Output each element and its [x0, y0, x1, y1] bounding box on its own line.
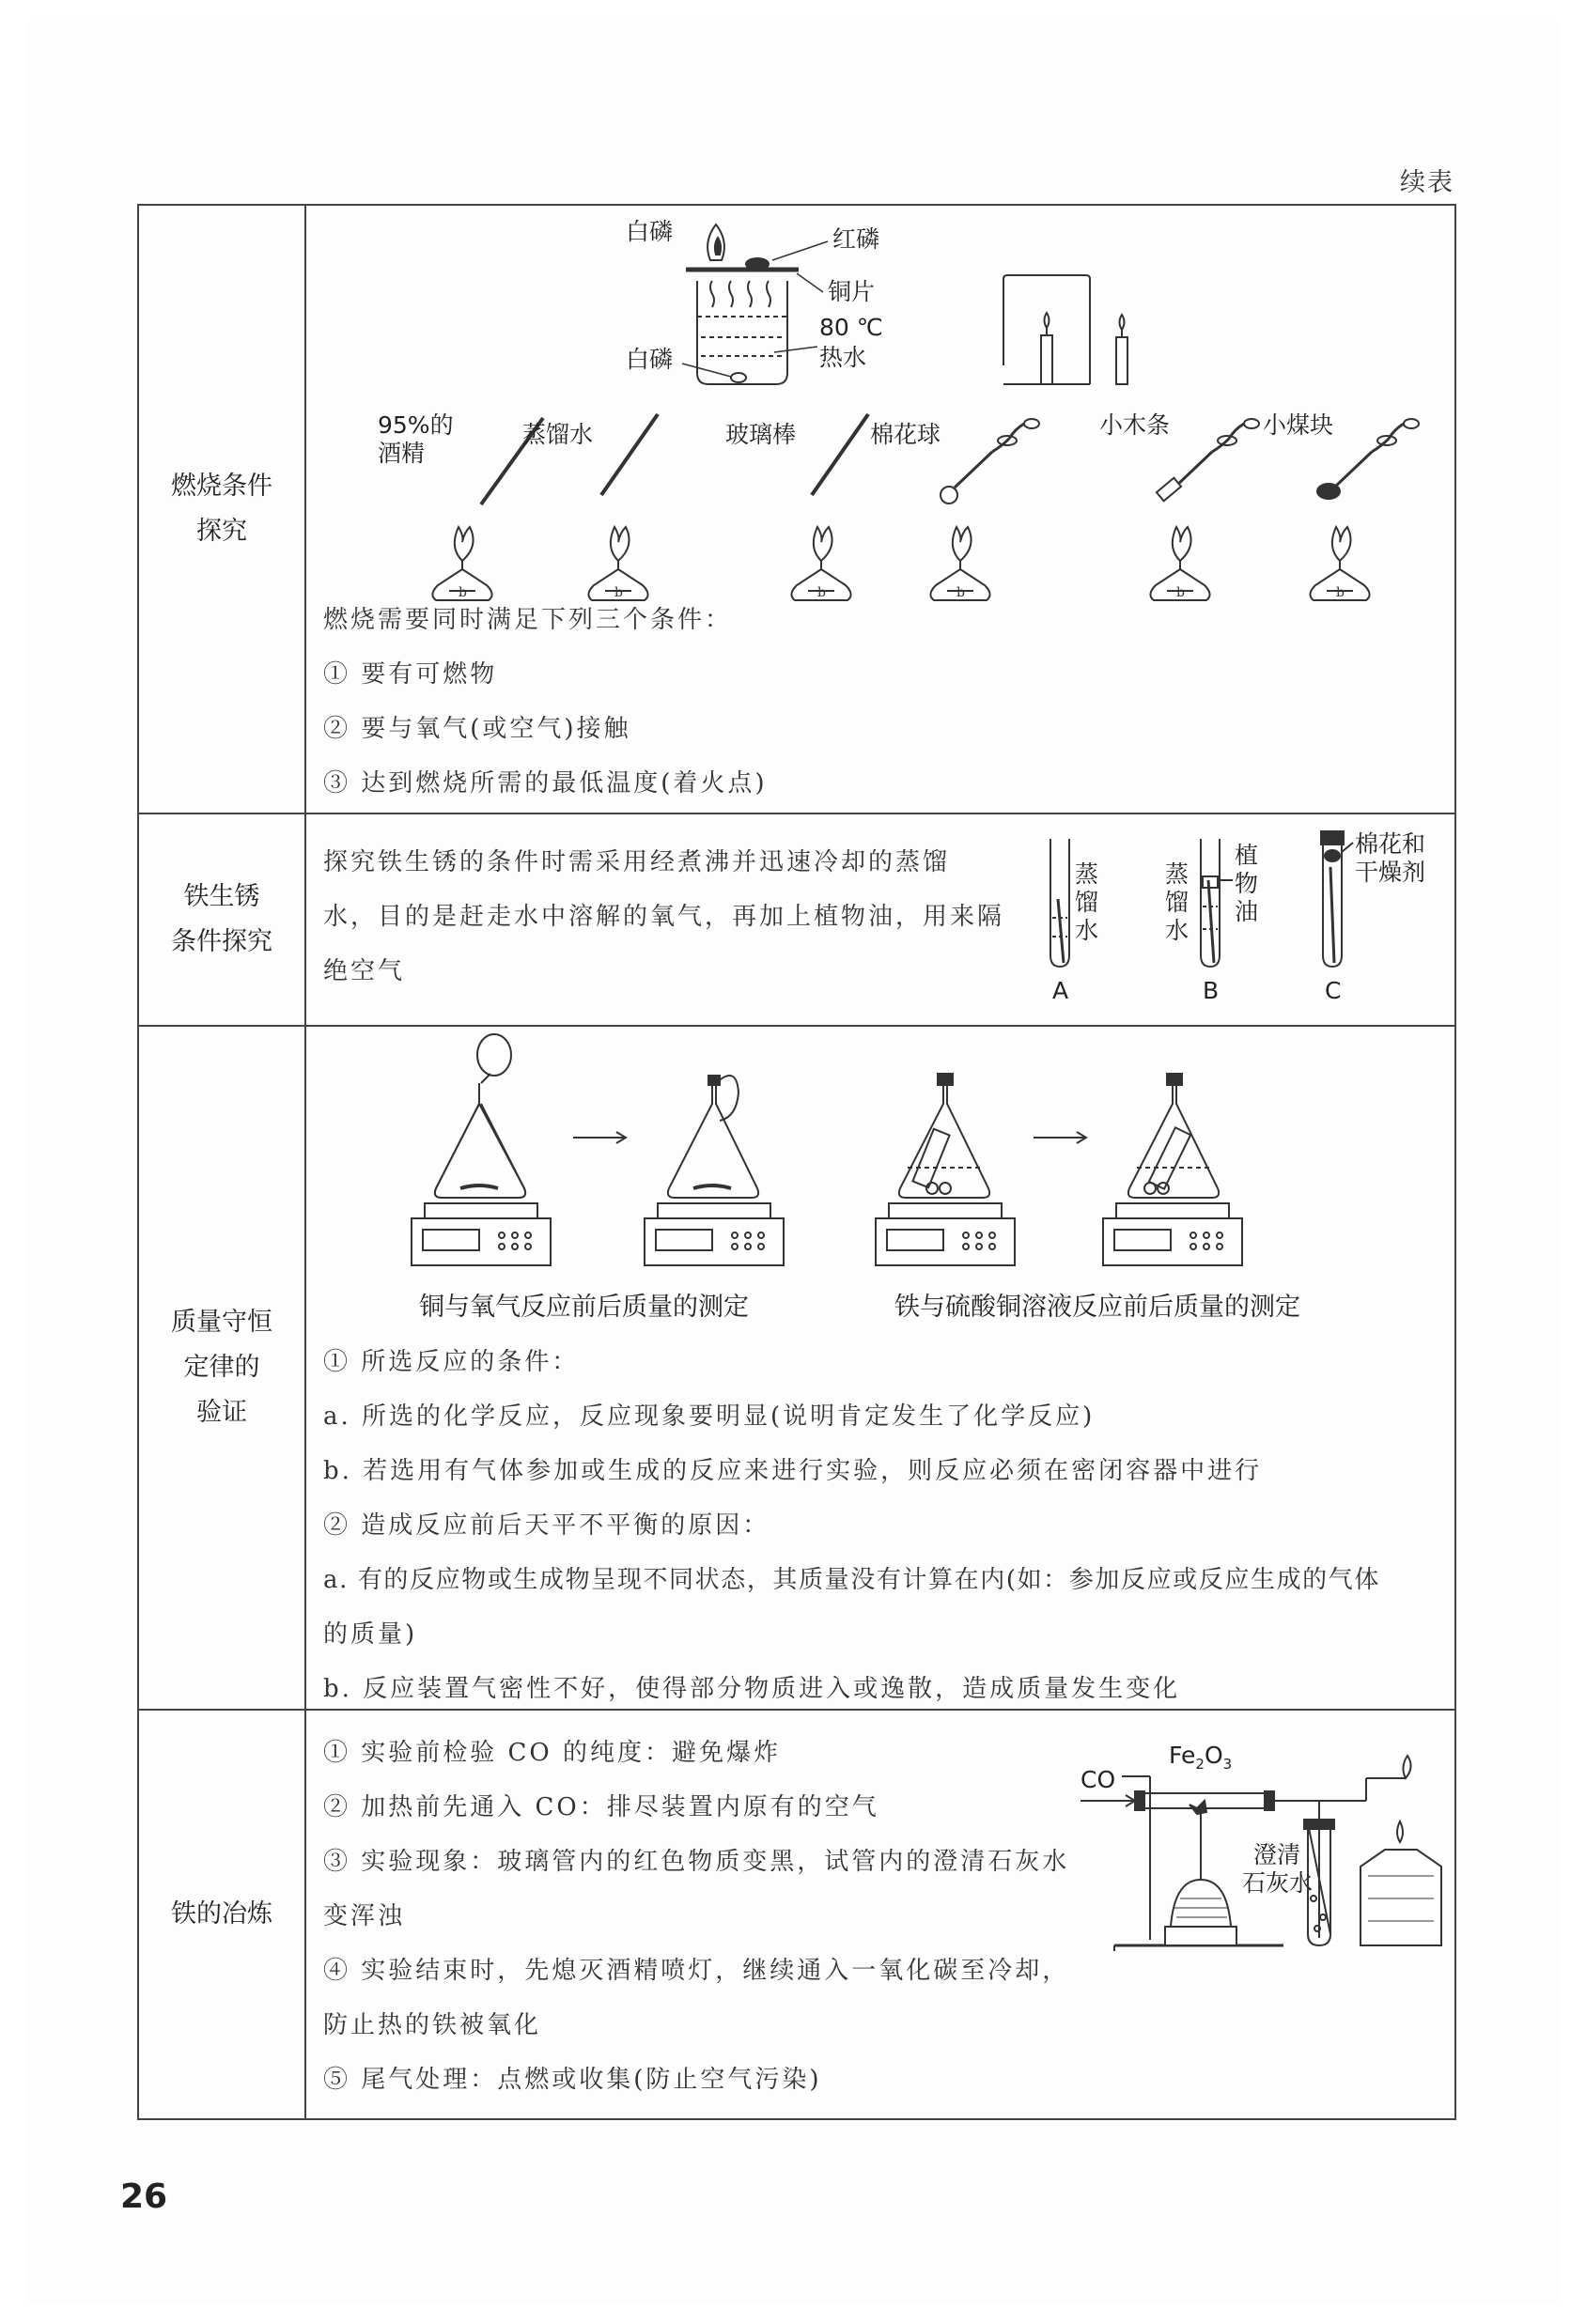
- lamp-3: [791, 414, 868, 600]
- rust-text-2: 水，目的是赶走水中溶解的氧气，再加上植物油，用来隔: [323, 903, 1005, 931]
- experiment-table: [137, 204, 1456, 2120]
- combustion-text-3: ② 要与氧气(或空气)接触: [323, 715, 631, 743]
- iron-text-5: ④ 实验结束时，先熄灭酒精喷灯，继续通入一氧化碳至冷却，: [323, 1957, 1070, 1985]
- tube-b-oil-3: 油: [1235, 898, 1259, 925]
- row-content-mass: [306, 1027, 1454, 1709]
- label-cotton-ball: 棉花球: [870, 421, 941, 448]
- svg-text:b: b: [1176, 585, 1185, 600]
- page-number: 26: [120, 2177, 168, 2216]
- mass-text-6: 的质量): [323, 1620, 418, 1649]
- tube-a-label-3: 水: [1075, 917, 1099, 944]
- svg-text:b: b: [1336, 585, 1345, 600]
- label-alcohol: 酒精: [378, 440, 426, 467]
- tube-c-label-2: 干燥剂: [1355, 859, 1426, 886]
- label-limewater-1: 澄清: [1253, 1841, 1301, 1868]
- label-limewater-2: 石灰水: [1242, 1869, 1314, 1897]
- tube-a: [1050, 839, 1069, 967]
- caption-iron-copper-sulfate: 铁与硫酸铜溶液反应前后质量的测定: [894, 1293, 1300, 1322]
- tube-letter-a: A: [1052, 977, 1069, 1004]
- svg-text:b: b: [459, 585, 467, 600]
- row-content-combustion: [306, 206, 1454, 813]
- label-red-phosphorus: 红磷: [832, 225, 880, 253]
- mass-balance-diagrams: [306, 1027, 1454, 1309]
- tube-b-water-3: 水: [1165, 917, 1190, 944]
- label-80c: 80 ℃: [819, 314, 883, 341]
- row-label-combustion: 燃烧条件 探究: [139, 206, 306, 813]
- row-combustion: [139, 206, 1454, 813]
- row-label-mass: 质量守恒 定律的 验证: [139, 1027, 306, 1709]
- iron-text-3: ③ 实验现象：玻璃管内的红色物质变黑，试管内的澄清石灰水: [323, 1848, 1070, 1876]
- row-iron-smelting: [139, 1709, 1454, 2118]
- jar-candle-apparatus: [1003, 275, 1127, 384]
- label-glass-rod: 玻璃棒: [725, 421, 797, 448]
- combustion-text-2: ① 要有可燃物: [323, 660, 498, 689]
- combustion-text-1: 燃烧需要同时满足下列三个条件：: [323, 606, 733, 634]
- iron-text-4: 变浑浊: [323, 1902, 406, 1930]
- label-coal-piece: 小煤块: [1263, 411, 1334, 439]
- iron-text-6: 防止热的铁被氧化: [323, 2011, 542, 2039]
- caption-copper-oxygen: 铜与氧气反应前后质量的测定: [419, 1293, 749, 1322]
- iron-text-2: ② 加热前先通入 CO：排尽装置内原有的空气: [323, 1793, 879, 1821]
- continued-table-label: 续表: [1400, 168, 1454, 197]
- row-content-iron: [306, 1711, 1454, 2118]
- tube-c-label-1: 棉花和: [1355, 830, 1426, 858]
- label-distilled-water: 蒸馏水: [522, 421, 594, 448]
- mass-text-1: ① 所选反应的条件：: [323, 1348, 580, 1376]
- lamp-6: [1310, 419, 1419, 600]
- tube-b-water-1: 蒸: [1165, 860, 1190, 888]
- row-content-rust: [306, 814, 1454, 1025]
- mass-text-5: a. 有的反应物或生成物呈现不同状态，其质量没有计算在内(如：参加反应或反应生成的气体: [323, 1566, 1380, 1594]
- rust-text-1: 探究铁生锈的条件时需采用经煮沸并迅速冷却的蒸馏: [323, 848, 951, 876]
- lamp-2: [588, 414, 658, 600]
- mass-text-4: ② 造成反应前后天平不平衡的原因：: [323, 1511, 770, 1540]
- iron-text-1: ① 实验前检验 CO 的纯度：避免爆炸: [323, 1739, 782, 1767]
- svg-text:b: b: [817, 585, 826, 600]
- row-rust: [139, 813, 1454, 1025]
- label-wood-splint: 小木条: [1099, 411, 1171, 439]
- label-fe2o3: $Fe_2O_3$: [1169, 1742, 1233, 1773]
- iron-smelting-apparatus: [306, 1711, 1454, 2118]
- tube-letter-b: B: [1203, 977, 1220, 1004]
- mass-text-3: b. 若选用有气体参加或生成的反应来进行实验，则反应必须在密闭容器中进行: [323, 1457, 1263, 1485]
- row-mass-conservation: [139, 1025, 1454, 1709]
- tube-b-oil-1: 植: [1235, 842, 1259, 869]
- label-95-percent: 95%的: [378, 411, 454, 439]
- lamp-4: [930, 419, 1039, 600]
- svg-text:b: b: [614, 585, 623, 600]
- combustion-text-4: ③ 达到燃烧所需的最低温度(着火点): [323, 769, 768, 798]
- tube-b-water-2: 馏: [1165, 889, 1190, 916]
- label-hot-water: 热水: [819, 344, 867, 371]
- mass-text-7: b. 反应装置气密性不好，使得部分物质进入或逸散，造成质量发生变化: [323, 1675, 1181, 1703]
- label-copper-sheet: 铜片: [828, 278, 876, 305]
- tube-letter-c: C: [1325, 977, 1342, 1004]
- svg-text:b: b: [956, 585, 965, 600]
- lamp-5: [1150, 419, 1259, 600]
- beaker-apparatus: [686, 225, 799, 384]
- rust-test-tubes: [306, 814, 1454, 1025]
- label-white-phosphorus-bottom: 白磷: [626, 346, 674, 373]
- mass-text-2: a. 所选的化学反应，反应现象要明显(说明肯定发生了化学反应): [323, 1402, 1096, 1431]
- row-label-rust: 铁生锈 条件探究: [139, 814, 306, 1025]
- rust-text-3: 绝空气: [323, 957, 406, 985]
- tube-b-oil-2: 物: [1235, 870, 1259, 897]
- label-co: CO: [1081, 1766, 1116, 1793]
- tube-a-label-1: 蒸: [1075, 860, 1099, 888]
- row-label-iron: 铁的冶炼: [139, 1711, 306, 2118]
- tube-a-label-2: 馏: [1075, 889, 1099, 916]
- iron-text-7: ⑤ 尾气处理：点燃或收集(防止空气污染): [323, 2066, 822, 2094]
- label-white-phosphorus-top: 白磷: [626, 218, 674, 245]
